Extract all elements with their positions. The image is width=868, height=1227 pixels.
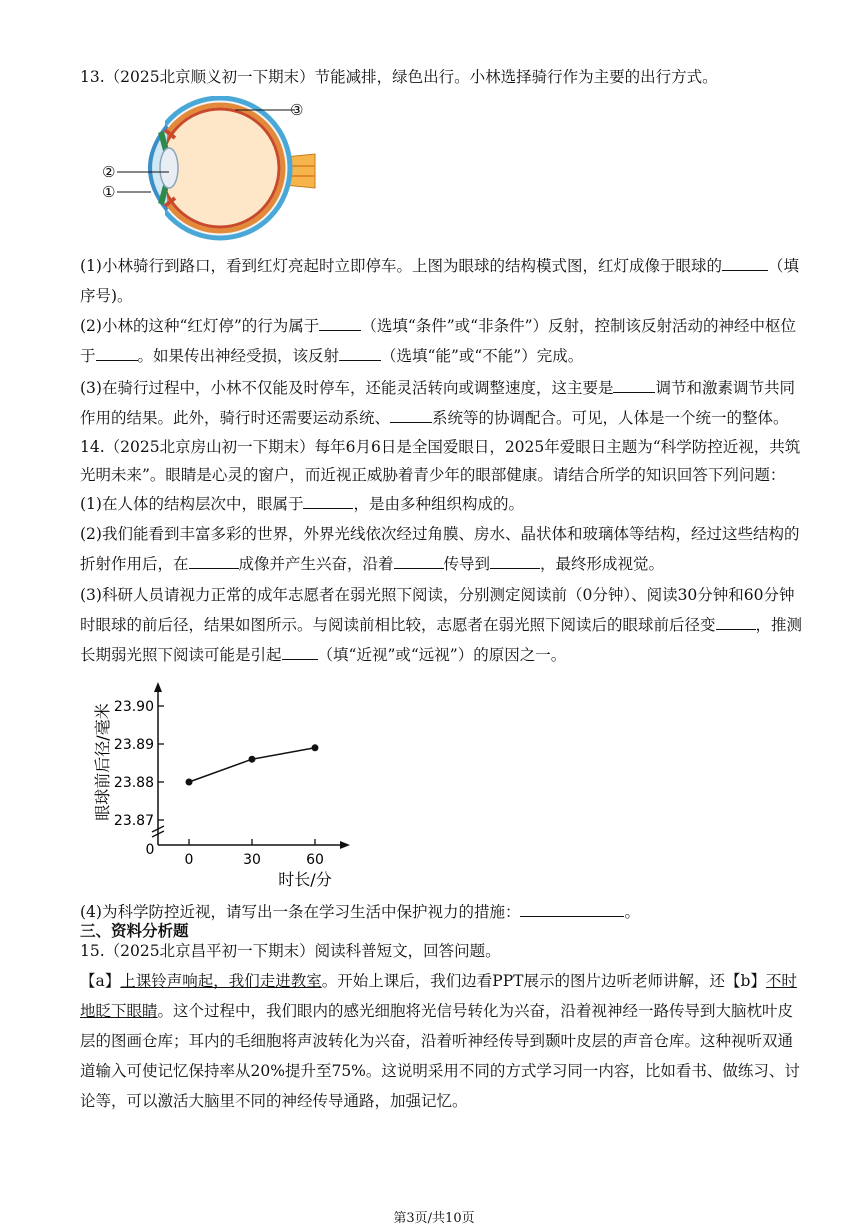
q13-stem: 13.（2025北京顺义初一下期末）节能减排，绿色出行。小林选择骑行作为主要的出行方式。 [80,68,718,86]
q15-line4: 道输入可使记忆保持率从20%提升至75%。这说明采用不同的方式学习同一内容，比如看书、做练习、讨 [80,1062,800,1080]
q13-p3-line1: (3)在骑行过程中，小林不仅能及时停车，还能灵活转向或调整速度，这主要是 调节和激素调节共同 [80,379,795,397]
q15-line3: 层的图画仓库；耳内的毛细胞将声波转化为兴奋，沿着听神经传导到颞叶皮层的声音仓库。这种视听双通 [80,1032,794,1050]
q13-p1-line2: 序号)。 [80,287,133,305]
answer-blank[interactable] [282,645,318,660]
answer-blank[interactable] [490,554,540,569]
eyeball-diagram [95,96,320,241]
answer-blank[interactable] [613,378,655,393]
answer-blank[interactable] [722,256,768,271]
q14-p4: (4)为科学防控近视，请写出一条在学习生活中保护视力的措施： 。 [80,903,640,921]
origin-label: 0 [145,842,155,858]
answer-blank[interactable] [390,408,432,423]
y-tick-label: 23.89 [113,737,154,753]
q15-stem: 15.（2025北京昌平初一下期末）阅读科普短文，回答问题。 [80,942,501,960]
q14-p1: (1)在人体的结构层次中，眼属于 ，是由多种组织构成的。 [80,495,524,513]
y-tick-label: 23.88 [113,775,154,791]
q13-p3-line2: 作用的结果。此外，骑行时还需要运动系统、 系统等的协调配合。可见，人体是一个统一的整体。 [80,409,789,427]
q13-p2-line1: (2)小林的这种“红灯停”的行为属于 （选填“条件”或“非条件”）反射，控制该反射活动的神经中枢位 [80,317,797,335]
section-heading: 三、资料分析题 [80,922,189,940]
series-line [189,748,315,782]
q14-stem-line1: 14.（2025北京房山初一下期末）每年6月6日是全国爱眼日，2025年爱眼日主题为“科学防控近视，共筑 [80,438,801,456]
x-tick-label: 60 [306,852,324,868]
q14-stem-line2: 光明未来”。眼睛是心灵的窗户，而近视正威胁着青少年的眼部健康。请结合所学的知识回答下列问题： [80,466,786,484]
answer-blank[interactable] [339,346,381,361]
answer-blank[interactable] [96,346,138,361]
data-point [312,744,319,751]
eyeball-length-chart [88,680,368,890]
page-footer: 第3页/共10页 [393,1211,475,1226]
answer-blank[interactable] [394,554,444,569]
answer-blank[interactable] [716,615,756,630]
y-tick-label: 23.90 [113,699,154,715]
q13-p1-line1: (1)小林骑行到路口，看到红灯亮起时立即停车。上图为眼球的结构模式图，红灯成像于眼球的 （填 [80,257,799,275]
q15-line2: 地眨下眼睛。这个过程中，我们眼内的感光细胞将光信号转化为兴奋，沿着视神经一路传导到大脑枕叶皮 [80,1002,794,1020]
q14-p3-line1: (3)科研人员请视力正常的成年志愿者在弱光照下阅读，分别测定阅读前（0分钟）、阅读30分钟和60分钟 [80,586,795,604]
q14-p2-line1: (2)我们能看到丰富多彩的世界，外界光线依次经过角膜、房水、晶状体和玻璃体等结构，经过这些结构的 [80,525,800,543]
label-2: ② [102,163,116,181]
y-axis-label: 眼球前后径/毫米 [93,703,112,821]
q14-p3-line2: 时眼球的前后径，结果如图所示。与阅读前相比较，志愿者在弱光照下阅读后的眼球前后径变 ，推测 [80,616,803,634]
data-point [249,756,256,763]
data-point [186,779,193,786]
answer-blank[interactable] [189,554,239,569]
q15-line1: 【a】上课铃声响起，我们走进教室。开始上课后，我们边看PPT展示的图片边听老师讲解，还【b】不时 [80,972,797,990]
x-tick-label: 0 [184,852,194,868]
answer-blank[interactable] [520,902,624,917]
x-axis-label: 时长/分 [278,870,332,889]
label-3: ③ [290,101,304,119]
answer-blank[interactable] [303,494,353,509]
q15-line5: 论等，可以激活大脑里不同的神经传导通路，加强记忆。 [80,1092,468,1110]
q14-p2-line2: 折射作用后，在 成像并产生兴奋，沿着 传导到 ，最终形成视觉。 [80,555,665,573]
q13-p2-line2: 于 。如果传出神经受损，该反射 （选填“能”或“不能”）完成。 [80,347,584,365]
answer-blank[interactable] [319,316,361,331]
q14-p3-line3: 长期弱光照下阅读可能是引起 （填“近视”或“远视”）的原因之一。 [80,646,567,664]
y-tick-label: 23.87 [113,813,154,829]
label-1: ① [102,183,116,201]
x-tick-label: 30 [243,852,261,868]
